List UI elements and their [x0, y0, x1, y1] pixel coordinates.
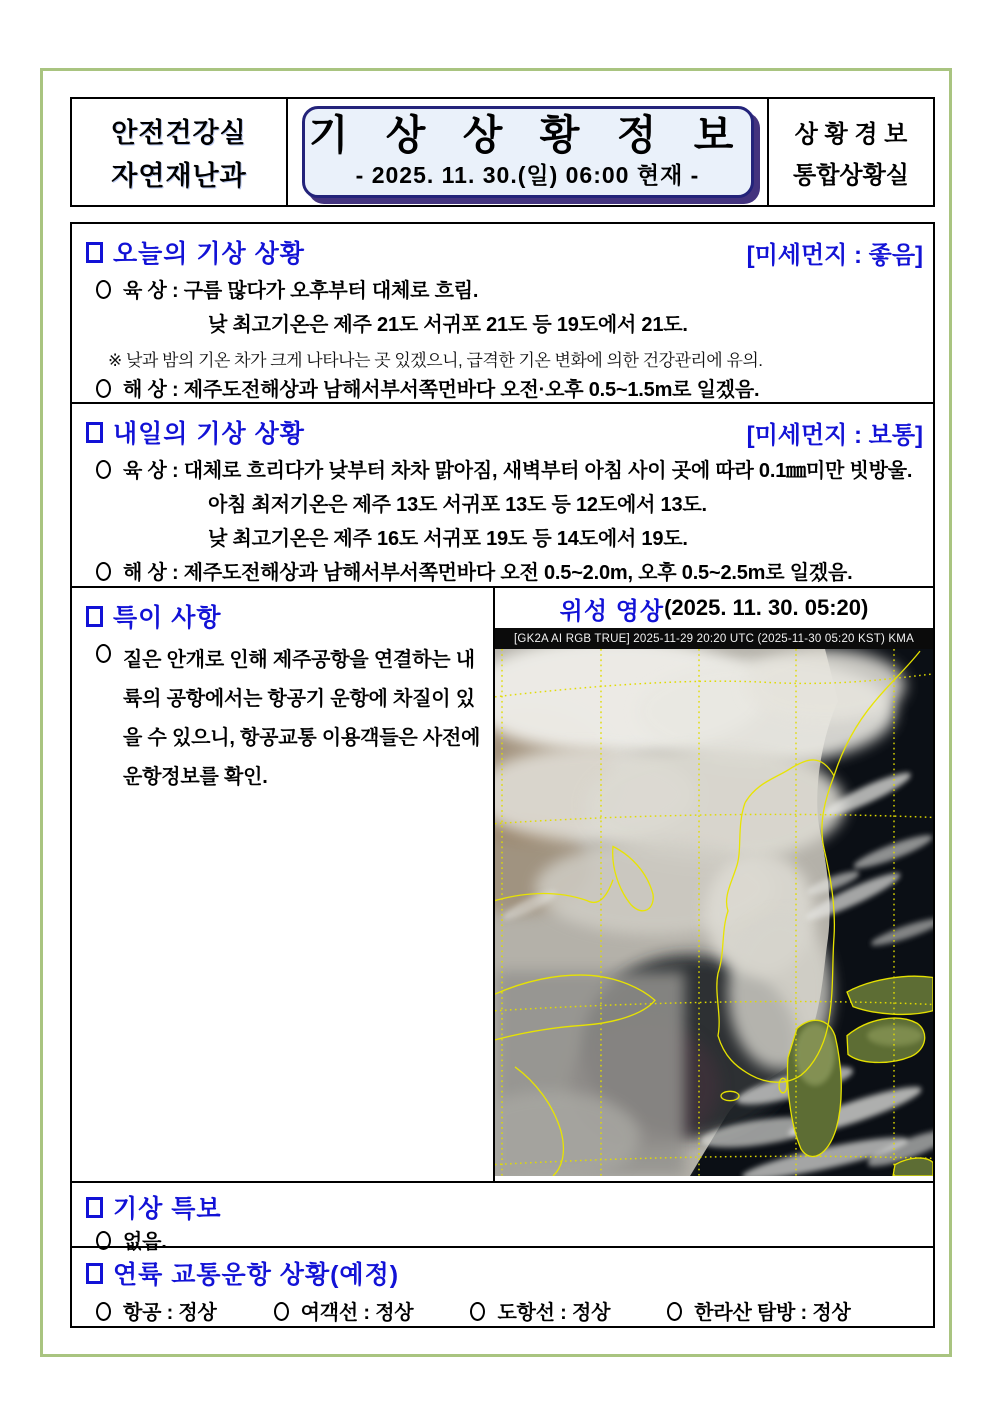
- transport-title: 연륙 교통운항 상황(예정): [113, 1261, 400, 1289]
- square-bullet-icon: [86, 242, 103, 263]
- satellite-title-time: (2025. 11. 30. 05:20): [664, 595, 869, 620]
- satellite-title: [495, 588, 933, 628]
- dust-badge-tomorrow: [미세먼지 : 보통]: [746, 421, 923, 449]
- circle-bullet-icon: [96, 1302, 111, 1321]
- satellite-caption: [GK2A AI RGB TRUE] 2025-11-29 20:20 UTC (2025-11-30 05:20 KST) KMA: [495, 628, 933, 649]
- transport-item-hallasan: [667, 1299, 850, 1328]
- department-cell: [72, 99, 288, 205]
- satellite-image: [495, 649, 933, 1176]
- transport-item-island-ferry-label: 도항선 : 정상: [497, 1302, 611, 1324]
- transport-item-island-ferry: [470, 1299, 610, 1328]
- title-box: [302, 106, 754, 198]
- today-land-line: 육 상 : 구름 많다가 오후부터 대체로 흐림.: [123, 280, 479, 302]
- satellite-cell: [495, 588, 933, 1181]
- transport-item-ferry: [274, 1299, 414, 1328]
- section-tomorrow: [72, 404, 933, 588]
- section-special-and-satellite: [72, 588, 933, 1183]
- satellite-title-label: 위성 영상: [559, 597, 665, 625]
- warning-body: 없음.: [123, 1231, 167, 1253]
- square-bullet-icon: [86, 422, 103, 443]
- circle-bullet-icon: [667, 1302, 682, 1321]
- transport-item-air-label: 항공 : 정상: [123, 1302, 217, 1324]
- today-land-line2: 낮 최고기온은 제주 21도 서귀포 21도 등 19도에서 21도.: [208, 314, 688, 336]
- square-bullet-icon: [86, 606, 103, 627]
- report-title: 기 상 상 황 정 보: [308, 111, 747, 158]
- report-body: [70, 222, 935, 1328]
- special-notes-cell: [72, 588, 495, 1181]
- dust-badge-today: [미세먼지 : 좋음]: [746, 241, 923, 269]
- today-note: ※ 낮과 밤의 기온 차가 크게 나타나는 곳 있겠으니, 급격한 기온 변화에 의한 건강관리에 유의.: [108, 351, 763, 370]
- section-transport: [72, 1248, 933, 1322]
- transport-item-hallasan-label: 한라산 탐방 : 정상: [694, 1302, 851, 1324]
- tomorrow-sea-line: 해 상 : 제주도전해상과 남해서부서쪽먼바다 오전 0.5~2.0m, 오후 0.5~2.5m로 일겠음.: [123, 562, 853, 584]
- section-today-title: 오늘의 기상 상황: [113, 240, 305, 268]
- situation-room-line1: 상 황 경 보: [794, 121, 908, 148]
- square-bullet-icon: [86, 1197, 103, 1218]
- today-sea-line: 해 상 : 제주도전해상과 남해서부서쪽먼바다 오전·오후 0.5~1.5m로 일겠음.: [123, 379, 760, 401]
- circle-bullet-icon: [96, 379, 111, 398]
- transport-status-row: [72, 1293, 933, 1328]
- special-notes-title: 특이 사항: [113, 604, 222, 632]
- circle-bullet-icon: [96, 280, 111, 299]
- tomorrow-land-line2: 아침 최저기온은 제주 13도 서귀포 13도 등 12도에서 13도.: [208, 494, 707, 516]
- situation-room-line2: 통합상황실: [793, 162, 909, 189]
- circle-bullet-icon: [96, 562, 111, 581]
- circle-bullet-icon: [96, 460, 111, 479]
- circle-bullet-icon: [96, 644, 111, 663]
- title-cell: [288, 99, 769, 205]
- transport-item-ferry-label: 여객선 : 정상: [300, 1302, 414, 1324]
- situation-room-cell: [769, 99, 933, 205]
- report-header: [70, 97, 935, 207]
- report-datetime: - 2025. 11. 30.(일) 06:00 현재 -: [355, 162, 700, 189]
- department-line2: 자연재난과: [111, 161, 247, 191]
- transport-item-air: [96, 1299, 217, 1328]
- square-bullet-icon: [86, 1263, 103, 1284]
- section-warning: [72, 1183, 933, 1253]
- section-tomorrow-title: 내일의 기상 상황: [113, 420, 305, 448]
- circle-bullet-icon: [274, 1302, 289, 1321]
- section-today: [72, 224, 933, 404]
- special-notes-body: 짙은 안개로 인해 제주공항을 연결하는 내륙의 공항에서는 항공기 운항에 차질이 있을 수 있으니, 항공교통 이용객들은 사전에 운항정보를 확인.: [123, 649, 481, 788]
- tomorrow-land-line: 육 상 : 대체로 흐리다가 낮부터 차차 맑아짐, 새벽부터 아침 사이 곳에 따라 0.1㎜미만 빗방울.: [123, 460, 913, 482]
- tomorrow-land-line3: 낮 최고기온은 제주 16도 서귀포 19도 등 14도에서 19도.: [208, 528, 688, 550]
- warning-title: 기상 특보: [113, 1195, 222, 1223]
- circle-bullet-icon: [470, 1302, 485, 1321]
- department-line1: 안전건강실: [111, 118, 247, 148]
